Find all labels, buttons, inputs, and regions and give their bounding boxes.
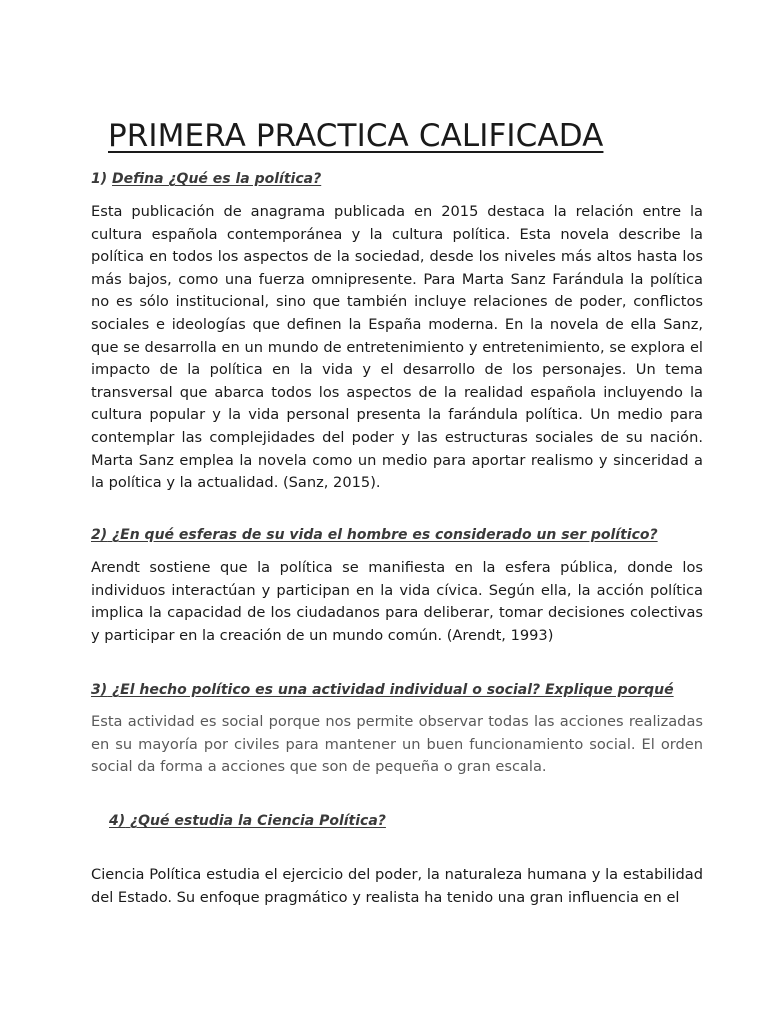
question-number: 3)	[91, 682, 108, 698]
answer-1: Esta publicación de anagrama publicada en 2015 destaca la relación entre la cultura española contemporánea y la cultura política. Esta novela describe la política en todos los aspectos de la sociedad, desde los niveles más altos hasta los más bajos, como una fuerza omnipresente. Para Marta Sanz Farándula la política no es sólo institucional, sino que también incluye relaciones de poder, conflictos sociales e ideologías que definen la España moderna. En la novela de ella Sanz, que se desarrolla en un mundo de entretenimiento y entretenimiento, se explora el impacto de la política en la vida y el desarrollo de los personajes. Un tema transversal que abarca todos los aspectos de la realidad española incluyendo la cultura popular y la vida personal presenta la farándula política. Un medio para contemplar las complejidades del poder y las estructuras sociales de su nación. Marta Sanz emplea la novela como un medio para aportar realismo y sinceridad a la política y la actualidad. (Sanz, 2015).	[91, 203, 703, 492]
question-4	[109, 813, 386, 829]
question-2	[91, 527, 658, 543]
question-text: ¿Qué estudia la Ciencia Política?	[130, 813, 386, 829]
question-text: ¿En qué esferas de su vida el hombre es considerado un ser político?	[112, 527, 658, 543]
question-number: 2)	[91, 527, 108, 543]
question-number: 4)	[109, 813, 126, 829]
question-3	[91, 682, 674, 698]
question-number: 1)	[91, 171, 108, 187]
document-title: PRIMERA PRACTICA CALIFICADA	[108, 118, 604, 154]
question-text: ¿El hecho político es una actividad individual o social? Explique porqué	[112, 682, 674, 698]
question-1	[91, 171, 321, 187]
question-text: Defina ¿Qué es la política?	[112, 171, 322, 187]
answer-3: Esta actividad es social porque nos permite observar todas las acciones realizadas en su mayoría por civiles para mantener un buen funcionamiento social. El orden social da forma a acciones que son de pequeña o gran escala.	[91, 713, 703, 776]
answer-2: Arendt sostiene que la política se manifiesta en la esfera pública, donde los individuos interactúan y participan en la vida cívica. Según ella, la acción política implica la capacidad de los ciudadanos para deliberar, tomar decisiones colectivas y participar en la creación de un mundo común. (Arendt, 1993)	[91, 559, 703, 644]
answer-4: Ciencia Política estudia el ejercicio del poder, la naturaleza humana y la estabilidad del Estado. Su enfoque pragmático y realista ha tenido una gran influencia en el	[91, 866, 703, 906]
